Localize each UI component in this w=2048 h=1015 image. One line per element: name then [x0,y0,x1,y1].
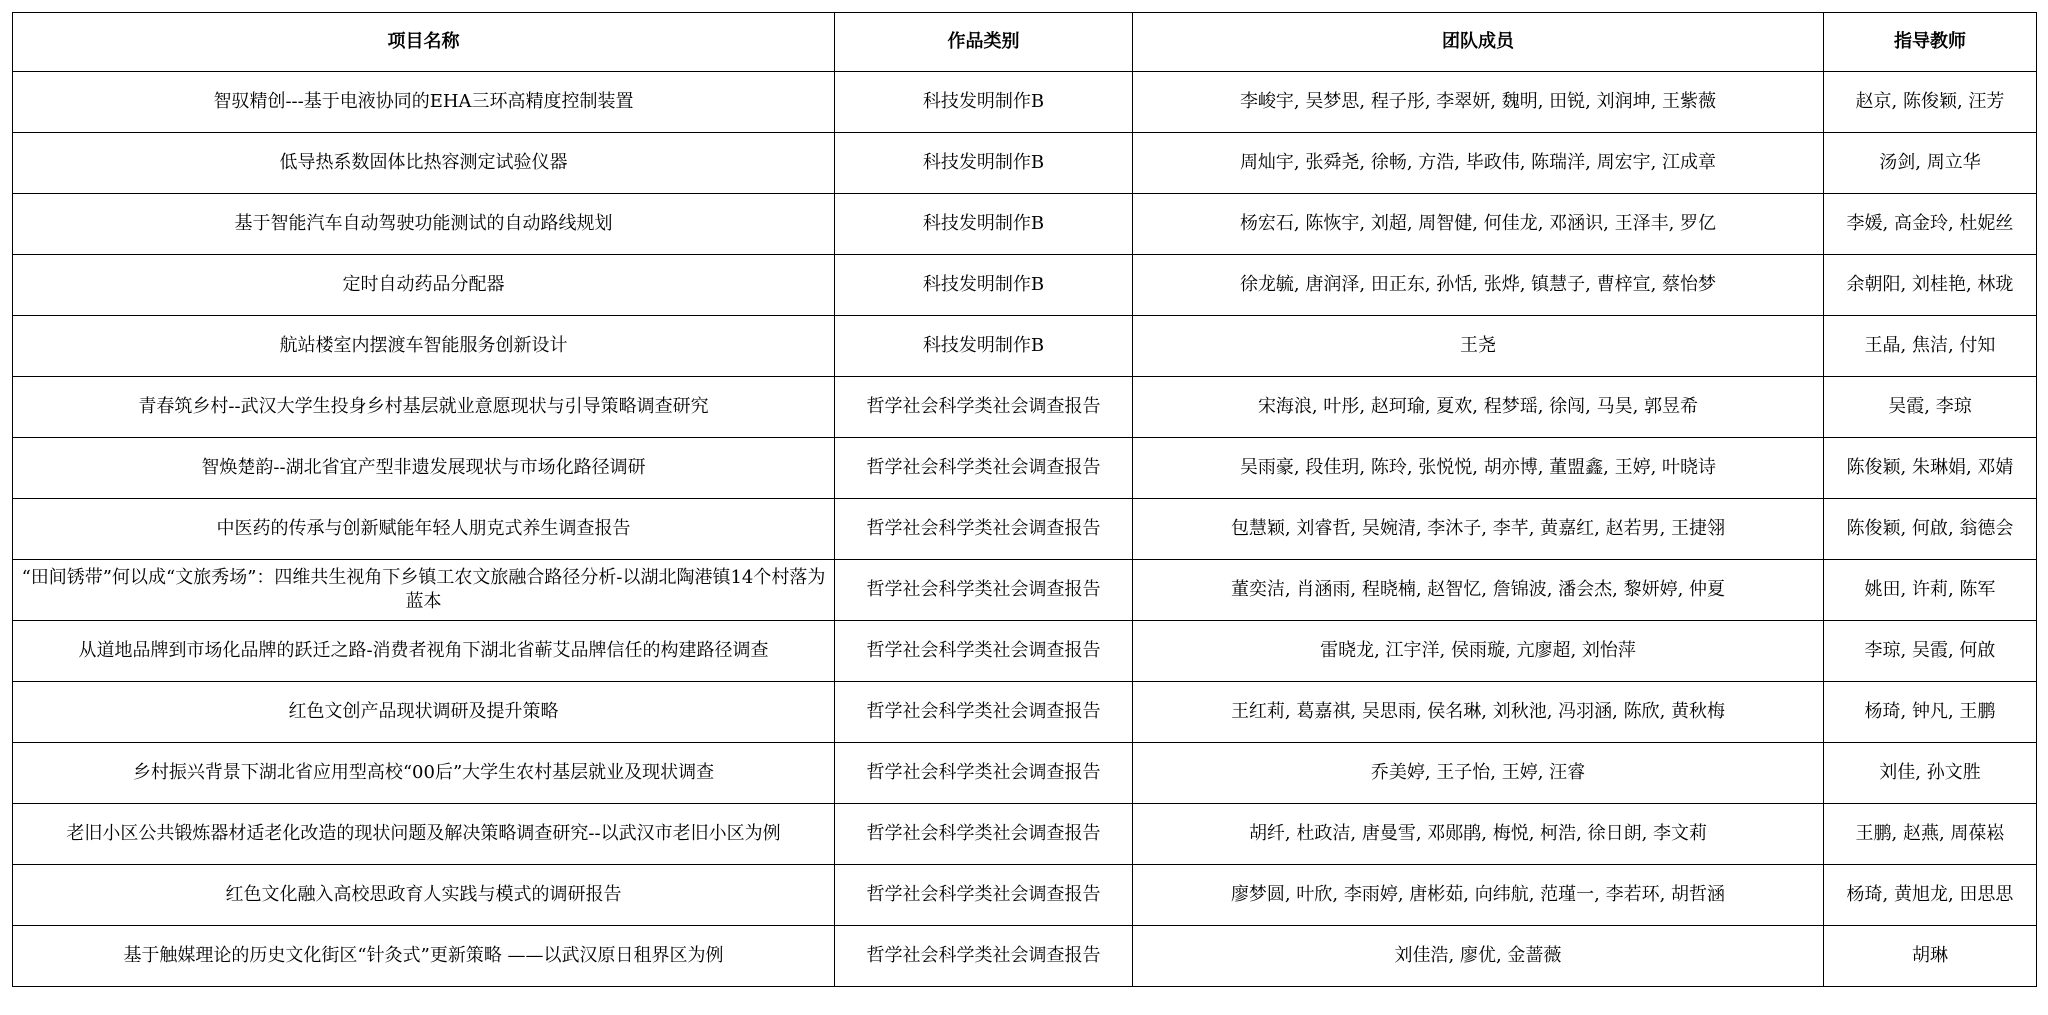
team-members-cell: 宋海浪, 叶彤, 赵珂瑜, 夏欢, 程梦瑶, 徐闯, 马昊, 郭昱希 [1133,377,1824,438]
project-name-cell: “田间锈带”何以成“文旅秀场”：四维共生视角下乡镇工农文旅融合路径分析-以湖北陶港镇14个村落为蓝本 [13,560,835,621]
team-members-cell: 李峻宇, 吴梦思, 程子彤, 李翠妍, 魏明, 田锐, 刘润坤, 王紫薇 [1133,72,1824,133]
team-members-cell: 吴雨豪, 段佳玥, 陈玲, 张悦悦, 胡亦博, 董盟鑫, 王婷, 叶晓诗 [1133,438,1824,499]
project-name-cell: 航站楼室内摆渡车智能服务创新设计 [13,316,835,377]
advisors-cell: 汤剑, 周立华 [1824,133,2037,194]
team-members-cell: 刘佳浩, 廖优, 金蔷薇 [1133,926,1824,987]
table-row [13,804,2037,865]
table-body [13,72,2037,987]
category-cell: 哲学社会科学类社会调查报告 [835,377,1133,438]
table-row [13,621,2037,682]
project-name-cell: 乡村振兴背景下湖北省应用型高校“00后”大学生农村基层就业及现状调查 [13,743,835,804]
team-members-cell: 杨宏石, 陈恢宇, 刘超, 周智健, 何佳龙, 邓涵识, 王泽丰, 罗亿 [1133,194,1824,255]
category-cell: 科技发明制作B [835,316,1133,377]
project-name-cell: 基于触媒理论的历史文化街区“针灸式”更新策略 ——以武汉原日租界区为例 [13,926,835,987]
table-row [13,560,2037,621]
project-name-cell: 智驭精创---基于电液协同的EHA三环高精度控制装置 [13,72,835,133]
team-members-cell: 廖梦圆, 叶欣, 李雨婷, 唐彬茹, 向纬航, 范瑾一, 李若环, 胡哲涵 [1133,865,1824,926]
team-members-cell: 乔美婷, 王子怡, 王婷, 汪睿 [1133,743,1824,804]
project-name-cell: 定时自动药品分配器 [13,255,835,316]
category-cell: 科技发明制作B [835,194,1133,255]
team-members-cell: 胡纤, 杜政洁, 唐曼雪, 邓郧鹃, 梅悦, 柯浩, 徐日朗, 李文莉 [1133,804,1824,865]
category-cell: 哲学社会科学类社会调查报告 [835,438,1133,499]
advisors-cell: 李琼, 吴霞, 何啟 [1824,621,2037,682]
advisors-cell: 陈俊颖, 朱琳娟, 邓婧 [1824,438,2037,499]
table-row [13,194,2037,255]
team-members-cell: 王红莉, 葛嘉祺, 吴思雨, 侯名琳, 刘秋池, 冯羽涵, 陈欣, 黄秋梅 [1133,682,1824,743]
category-cell: 科技发明制作B [835,72,1133,133]
category-cell: 哲学社会科学类社会调查报告 [835,621,1133,682]
table-row [13,255,2037,316]
table-row [13,72,2037,133]
category-cell: 哲学社会科学类社会调查报告 [835,865,1133,926]
category-cell: 哲学社会科学类社会调查报告 [835,560,1133,621]
project-name-cell: 智焕楚韵--湖北省宜产型非遗发展现状与市场化路径调研 [13,438,835,499]
advisors-cell: 陈俊颖, 何啟, 翁德会 [1824,499,2037,560]
team-members-cell: 包慧颖, 刘睿哲, 吴婉清, 李沐子, 李芊, 黄嘉红, 赵若男, 王捷翎 [1133,499,1824,560]
project-name-cell: 基于智能汽车自动驾驶功能测试的自动路线规划 [13,194,835,255]
advisors-cell: 杨琦, 钟凡, 王鹏 [1824,682,2037,743]
table-row [13,133,2037,194]
category-cell: 科技发明制作B [835,133,1133,194]
project-name-cell: 红色文创产品现状调研及提升策略 [13,682,835,743]
table-row [13,682,2037,743]
advisors-cell: 余朝阳, 刘桂艳, 林珑 [1824,255,2037,316]
table-row [13,865,2037,926]
category-cell: 科技发明制作B [835,255,1133,316]
advisors-cell: 吴霞, 李琼 [1824,377,2037,438]
category-cell: 哲学社会科学类社会调查报告 [835,926,1133,987]
header-project-name: 项目名称 [13,13,835,72]
team-members-cell: 周灿宇, 张舜尧, 徐畅, 方浩, 毕政伟, 陈瑞洋, 周宏宇, 江成章 [1133,133,1824,194]
advisors-cell: 赵京, 陈俊颖, 汪芳 [1824,72,2037,133]
advisors-cell: 李媛, 高金玲, 杜妮丝 [1824,194,2037,255]
project-name-cell: 青春筑乡村--武汉大学生投身乡村基层就业意愿现状与引导策略调查研究 [13,377,835,438]
category-cell: 哲学社会科学类社会调查报告 [835,682,1133,743]
advisors-cell: 王晶, 焦洁, 付知 [1824,316,2037,377]
project-table-container [12,12,2036,987]
header-advisors: 指导教师 [1824,13,2037,72]
project-name-cell: 老旧小区公共锻炼器材适老化改造的现状问题及解决策略调查研究--以武汉市老旧小区为例 [13,804,835,865]
team-members-cell: 董奕洁, 肖涵雨, 程晓楠, 赵智忆, 詹锦波, 潘会杰, 黎妍婷, 仲夏 [1133,560,1824,621]
advisors-cell: 刘佳, 孙文胜 [1824,743,2037,804]
advisors-cell: 姚田, 许莉, 陈军 [1824,560,2037,621]
advisors-cell: 王鹏, 赵燕, 周葆崧 [1824,804,2037,865]
table-row [13,438,2037,499]
category-cell: 哲学社会科学类社会调查报告 [835,499,1133,560]
header-row [13,13,2037,72]
project-table [12,12,2037,987]
header-category: 作品类别 [835,13,1133,72]
category-cell: 哲学社会科学类社会调查报告 [835,804,1133,865]
table-row [13,926,2037,987]
table-row [13,499,2037,560]
advisors-cell: 杨琦, 黄旭龙, 田思思 [1824,865,2037,926]
table-header [13,13,2037,72]
team-members-cell: 徐龙毓, 唐润泽, 田正东, 孙恬, 张烨, 镇慧子, 曹梓宣, 蔡怡梦 [1133,255,1824,316]
table-row [13,743,2037,804]
category-cell: 哲学社会科学类社会调查报告 [835,743,1133,804]
project-name-cell: 低导热系数固体比热容测定试验仪器 [13,133,835,194]
header-team-members: 团队成员 [1133,13,1824,72]
project-name-cell: 红色文化融入高校思政育人实践与模式的调研报告 [13,865,835,926]
project-name-cell: 从道地品牌到市场化品牌的跃迁之路-消费者视角下湖北省蕲艾品牌信任的构建路径调查 [13,621,835,682]
team-members-cell: 雷晓龙, 江宇洋, 侯雨璇, 亢廖超, 刘怡萍 [1133,621,1824,682]
project-name-cell: 中医药的传承与创新赋能年轻人朋克式养生调查报告 [13,499,835,560]
table-row [13,316,2037,377]
advisors-cell: 胡琳 [1824,926,2037,987]
table-row [13,377,2037,438]
team-members-cell: 王尧 [1133,316,1824,377]
